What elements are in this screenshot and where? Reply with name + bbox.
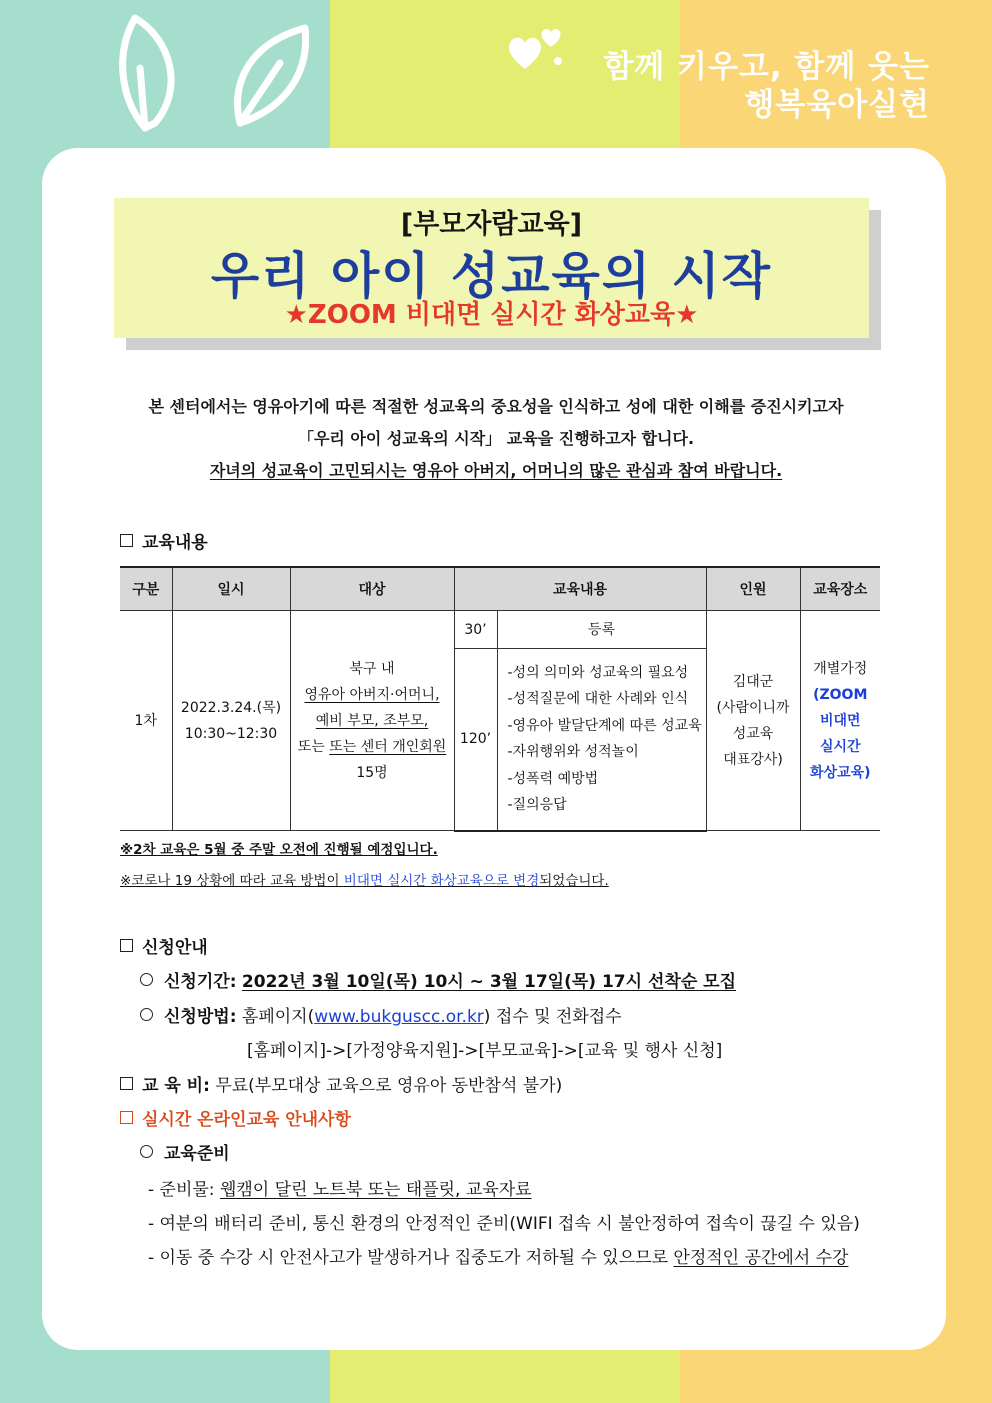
- education-table: [120, 566, 880, 832]
- apply-method-text-end: ) 접수 및 전화접수: [483, 1007, 622, 1027]
- content-item: -성적질문에 대한 사례와 인식: [507, 691, 689, 708]
- instructor-line: 대표강사): [723, 751, 783, 768]
- note-second-round: ※2차 교육은 5월 중 주말 오전에 진행될 예정입니다.: [120, 842, 438, 858]
- circle-bullet-icon: [140, 1008, 153, 1021]
- cell-place: [800, 611, 880, 831]
- fee-value: 무료(부모대상 교육으로 영유아 동반참석 불가): [215, 1076, 563, 1096]
- checkbox-square-icon: [120, 534, 133, 547]
- page-title: 우리 아이 성교육의 시작: [210, 247, 773, 305]
- instructor-line: 김대군: [732, 673, 774, 690]
- content-item: -성의 의미와 성교육의 필요성: [507, 664, 689, 681]
- intro-line3-text: 자녀의 성교육이 고민되시는 영유아 아버지, 어머니의 많은 관심과 참여 바랍니다.: [209, 461, 783, 480]
- fee-line: [120, 1071, 562, 1096]
- fee-label: 교 육 비:: [142, 1076, 210, 1096]
- note2-text: ※코로나 19 상황에 따라 교육 방법이: [120, 873, 344, 889]
- section-online-heading: [120, 1105, 351, 1130]
- slogan-line2: 행복육아실현: [744, 87, 930, 123]
- content-item: -자위행위와 성적놀이: [507, 744, 639, 761]
- note2-text-end: 되었습니다.: [539, 873, 609, 889]
- intro-line3: [100, 458, 892, 481]
- table-header: 인원: [706, 567, 800, 611]
- cell-date: 2022.3.24.(목): [180, 699, 282, 716]
- apply-method-text: 홈페이지(: [241, 1007, 315, 1027]
- target-line: 15명: [356, 764, 388, 781]
- cell-duration: 30’: [454, 611, 497, 649]
- hearts-icon: [505, 25, 567, 75]
- prep-item-2: - 여분의 배터리 준비, 통신 환경의 안정적인 준비(WIFI 접속 시 불안정하여 접속이 끊길 수 있음): [148, 1214, 860, 1234]
- target-line: 영유아 아버지·어머니,: [304, 686, 440, 703]
- slogan-line1: 함께 키우고, 함께 웃는: [603, 49, 930, 85]
- homepage-link[interactable]: www.bukguscc.or.kr: [314, 1007, 484, 1027]
- place-line: 화상교육): [810, 764, 871, 781]
- section-online-label: 실시간 온라인교육 안내사항: [142, 1110, 351, 1130]
- table-header: 구분: [120, 567, 172, 611]
- apply-period-label: 신청기간:: [164, 972, 237, 992]
- cell-instructor: [706, 611, 800, 831]
- apply-path: [홈페이지]->[가정양육지원]->[부모교육]->[교육 및 행사 신청]: [247, 1041, 723, 1061]
- intro-line2: 「우리 아이 성교육의 시작」 교육을 진행하고자 합니다.: [297, 429, 695, 448]
- content-item: -질의응답: [507, 797, 567, 814]
- table-header: 일시: [172, 567, 290, 611]
- content-item: -성폭력 예방법: [507, 770, 599, 787]
- section-education-heading: [120, 528, 208, 553]
- cell-datetime: [172, 611, 290, 831]
- title-category: [부모자람교육]: [400, 209, 583, 240]
- instructor-line: 성교육: [732, 725, 774, 742]
- cell-duration: 120’: [454, 649, 497, 831]
- table-row: [120, 611, 880, 649]
- prep-item-1: [148, 1175, 532, 1200]
- prep-heading-label: 교육준비: [164, 1144, 230, 1164]
- place-line: 비대면: [819, 712, 861, 729]
- target-line: 또는 센터 개인회원: [329, 738, 447, 755]
- content-item: -영유아 발달단계에 따른 성교육: [507, 717, 702, 734]
- section-apply-heading: [120, 933, 208, 958]
- place-line: 개별가정: [813, 660, 868, 677]
- checkbox-square-icon: [120, 1111, 133, 1124]
- cell-register: 등록: [497, 611, 706, 649]
- apply-method: [140, 1002, 622, 1027]
- apply-period: [140, 967, 736, 992]
- table-header: 대상: [290, 567, 454, 611]
- checkbox-square-icon: [120, 939, 133, 952]
- apply-method-label: 신청방법:: [164, 1007, 237, 1027]
- cell-contents: [497, 649, 706, 831]
- target-line: 예비 부모, 조부모,: [315, 712, 429, 729]
- title-box: [114, 198, 869, 338]
- cell-target: 북구 내 영유아 아버지·어머니, 예비 부모, 조부모, 또는 또는 센터 개인회원 15명: [290, 611, 454, 831]
- place-line: (ZOOM: [813, 686, 868, 703]
- circle-bullet-icon: [140, 1145, 153, 1158]
- section-apply-label: 신청안내: [142, 938, 208, 958]
- prep-heading: [140, 1139, 230, 1164]
- prep-item-1-value: 웹캠이 달린 노트북 또는 태플릿, 교육자료: [219, 1180, 532, 1200]
- table-header-row: [120, 567, 880, 611]
- prep-item-3-text: - 이동 중 수강 시 안전사고가 발생하거나 집중도가 저하될 수 있으므로: [148, 1248, 674, 1268]
- cell-time: 10:30~12:30: [184, 725, 278, 742]
- title-subtitle: ★ZOOM 비대면 실시간 화상교육★: [284, 300, 699, 330]
- note-method-change: [120, 869, 609, 889]
- prep-item-3-highlight: 안정적인 공간에서 수강: [673, 1248, 849, 1268]
- apply-period-value: 2022년 3월 10일(목) 10시 ~ 3월 17일(목) 17시 선착순 모집: [241, 972, 737, 992]
- target-line: 북구 내: [349, 660, 395, 677]
- table-header: 교육내용: [454, 567, 706, 611]
- table-header: 교육장소: [800, 567, 880, 611]
- cell-round: 1차: [120, 611, 172, 831]
- circle-bullet-icon: [140, 973, 153, 986]
- slogan: [603, 48, 930, 124]
- leaf-icon: [110, 8, 330, 138]
- place-line: 실시간: [819, 738, 861, 755]
- prep-item-3: [148, 1243, 848, 1268]
- checkbox-square-icon: [120, 1077, 133, 1090]
- instructor-line: (사람이니까: [716, 699, 790, 716]
- note2-highlight: 비대면 실시간 화상교육으로 변경: [343, 873, 540, 889]
- intro-line1: 본 센터에서는 영유아기에 따른 적절한 성교육의 중요성을 인식하고 성에 대한 이해를 증진시키고자: [148, 397, 844, 416]
- prep-item-1-label: - 준비물:: [148, 1180, 220, 1200]
- section-education-label: 교육내용: [142, 533, 208, 553]
